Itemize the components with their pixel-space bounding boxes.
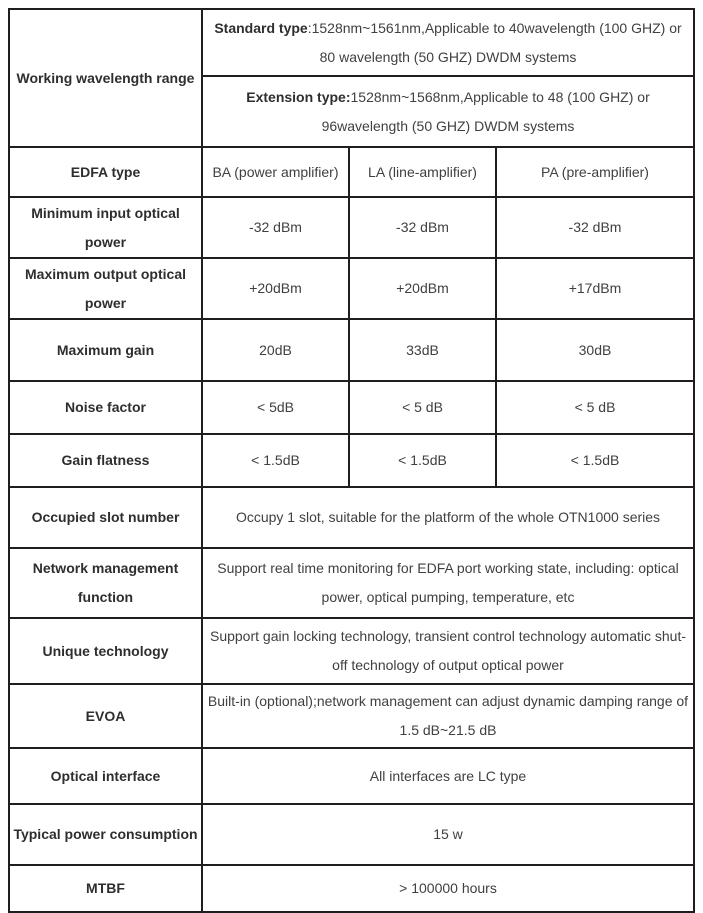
label-noise-factor: Noise factor bbox=[9, 381, 202, 434]
cell-max-gain-la: 33dB bbox=[349, 319, 496, 381]
label-network-management: Network management function bbox=[9, 548, 202, 618]
label-occupied-slot: Occupied slot number bbox=[9, 487, 202, 548]
cell-occupied-slot: Occupy 1 slot, suitable for the platform of the whole OTN1000 series bbox=[202, 487, 694, 548]
cell-gain-flatness-ba: < 1.5dB bbox=[202, 434, 349, 487]
cell-min-input-power-ba: -32 dBm bbox=[202, 197, 349, 258]
row-edfa-type bbox=[9, 147, 694, 197]
cell-gain-flatness-pa: < 1.5dB bbox=[496, 434, 694, 487]
cell-max-gain-ba: 20dB bbox=[202, 319, 349, 381]
row-noise-factor bbox=[9, 381, 694, 434]
cell-edfa-type-la: LA (line-amplifier) bbox=[349, 147, 496, 197]
cell-mtbf: > 100000 hours bbox=[202, 865, 694, 912]
label-optical-interface: Optical interface bbox=[9, 748, 202, 804]
cell-noise-factor-pa: < 5 dB bbox=[496, 381, 694, 434]
extension-type-description: 1528nm~1568nm,Applicable to 48 (100 GHZ) or 96wavelength (50 GHZ) DWDM systems bbox=[321, 88, 650, 134]
row-working-wavelength-standard bbox=[9, 9, 694, 76]
label-gain-flatness: Gain flatness bbox=[9, 434, 202, 487]
label-unique-technology: Unique technology bbox=[9, 618, 202, 684]
cell-max-output-power-ba: +20dBm bbox=[202, 258, 349, 319]
cell-noise-factor-ba: < 5dB bbox=[202, 381, 349, 434]
cell-max-output-power-pa: +17dBm bbox=[496, 258, 694, 319]
standard-type-term: Standard type bbox=[214, 19, 308, 36]
cell-optical-interface: All interfaces are LC type bbox=[202, 748, 694, 804]
row-evoa bbox=[9, 684, 694, 748]
cell-unique-technology: Support gain locking technology, transient control technology automatic shut-off technology of output optical power bbox=[202, 618, 694, 684]
cell-standard-type bbox=[202, 9, 694, 76]
row-mtbf bbox=[9, 865, 694, 912]
cell-gain-flatness-la: < 1.5dB bbox=[349, 434, 496, 487]
label-max-gain: Maximum gain bbox=[9, 319, 202, 381]
row-network-management bbox=[9, 548, 694, 618]
cell-max-gain-pa: 30dB bbox=[496, 319, 694, 381]
cell-typical-power: 15 w bbox=[202, 804, 694, 865]
label-max-output-power: Maximum output optical power bbox=[9, 258, 202, 319]
cell-evoa: Built-in (optional);network management can adjust dynamic damping range of 1.5 dB~21.5 dB bbox=[202, 684, 694, 748]
cell-network-management: Support real time monitoring for EDFA port working state, including: optical power, optical pumping, temperature, etc bbox=[202, 548, 694, 618]
row-max-output-power bbox=[9, 258, 694, 319]
cell-min-input-power-la: -32 dBm bbox=[349, 197, 496, 258]
label-typical-power: Typical power consumption bbox=[9, 804, 202, 865]
row-occupied-slot bbox=[9, 487, 694, 548]
cell-max-output-power-la: +20dBm bbox=[349, 258, 496, 319]
label-min-input-power: Minimum input optical power bbox=[9, 197, 202, 258]
row-gain-flatness bbox=[9, 434, 694, 487]
cell-edfa-type-ba: BA (power amplifier) bbox=[202, 147, 349, 197]
cell-extension-type bbox=[202, 76, 694, 147]
row-optical-interface bbox=[9, 748, 694, 804]
row-max-gain bbox=[9, 319, 694, 381]
label-mtbf: MTBF bbox=[9, 865, 202, 912]
cell-edfa-type-pa: PA (pre-amplifier) bbox=[496, 147, 694, 197]
edfa-spec-table bbox=[8, 8, 695, 913]
row-typical-power bbox=[9, 804, 694, 865]
extension-type-term: Extension type: bbox=[246, 88, 351, 105]
label-working-wavelength-range: Working wavelength range bbox=[9, 9, 202, 147]
standard-type-description: :1528nm~1561nm,Applicable to 40wavelength (100 GHZ) or 80 wavelength (50 GHZ) DWDM systems bbox=[307, 19, 682, 65]
label-edfa-type: EDFA type bbox=[9, 147, 202, 197]
label-evoa: EVOA bbox=[9, 684, 202, 748]
row-unique-technology bbox=[9, 618, 694, 684]
row-min-input-power bbox=[9, 197, 694, 258]
cell-min-input-power-pa: -32 dBm bbox=[496, 197, 694, 258]
cell-noise-factor-la: < 5 dB bbox=[349, 381, 496, 434]
